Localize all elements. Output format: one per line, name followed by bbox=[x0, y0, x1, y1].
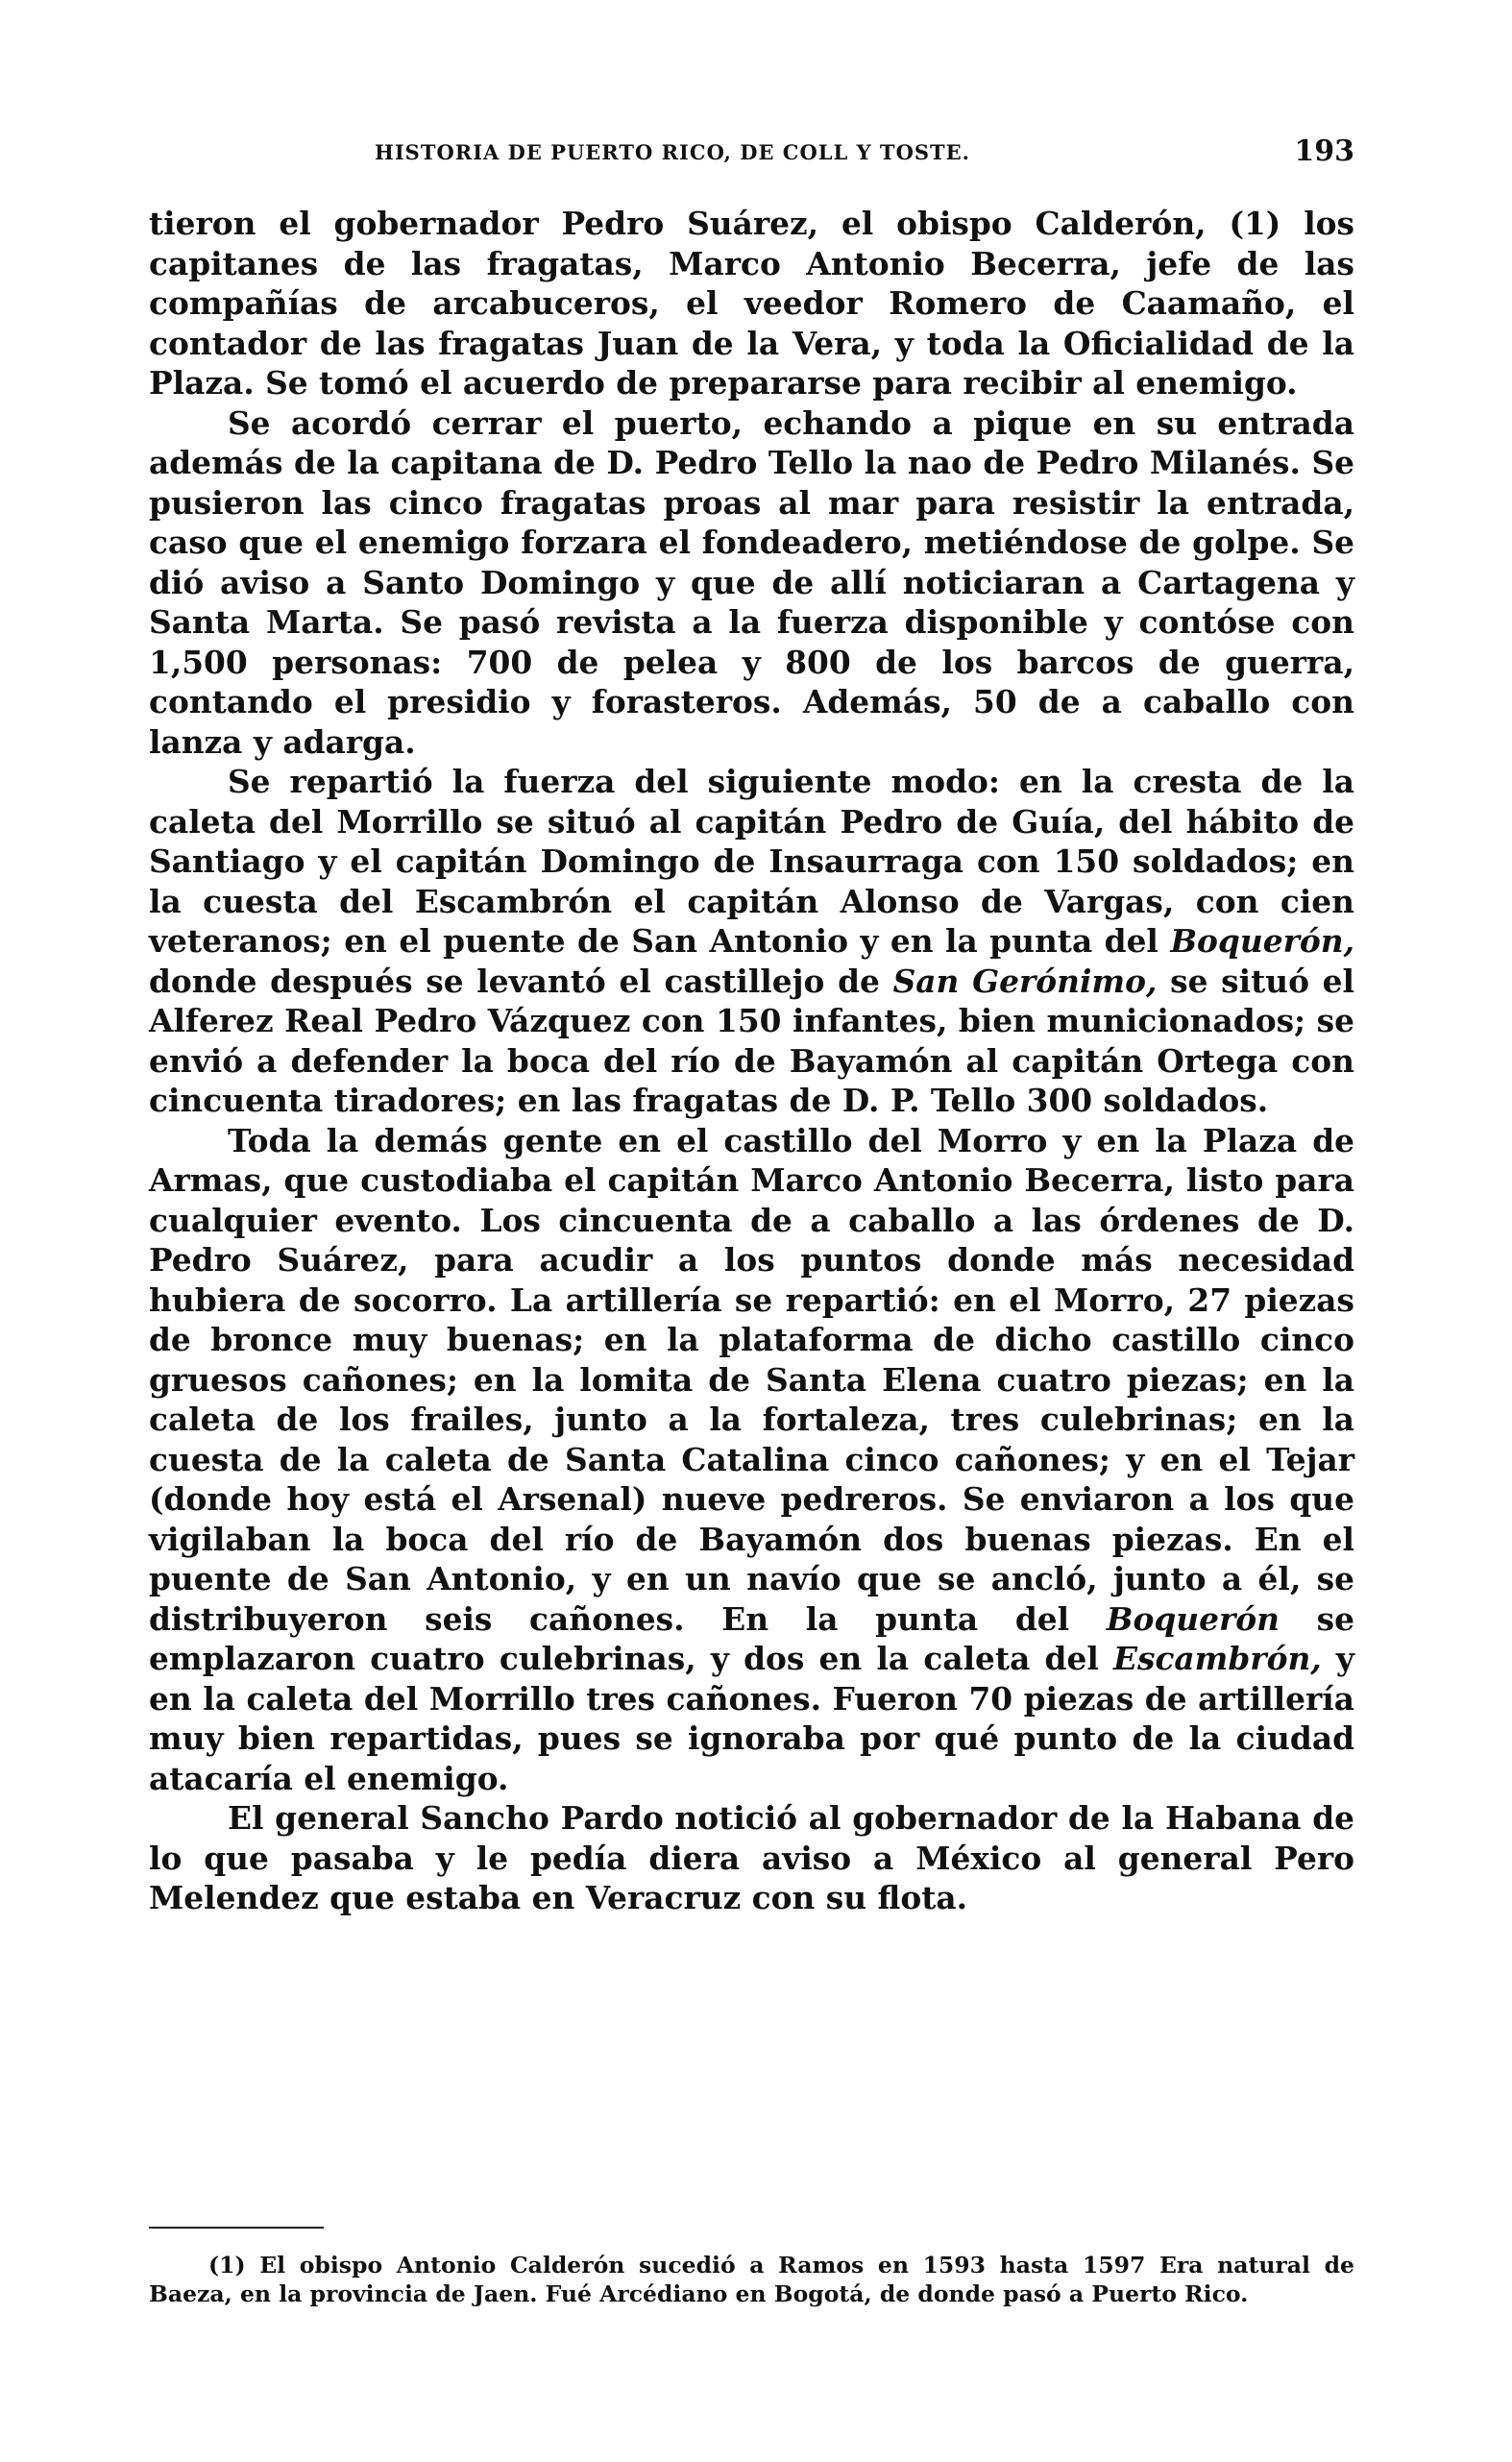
paragraph-text: y en la caleta del Morrillo tres cañones. Fueron 70 piezas de artillería muy bien repartidas, pues se ignoraba por qué punto de la ciudad atacaría el enemigo. bbox=[149, 1640, 1354, 1797]
body-paragraph bbox=[149, 1121, 1354, 1799]
italic-place-name: Boquerón, bbox=[1170, 922, 1354, 960]
page-number: 193 bbox=[1294, 134, 1354, 168]
paragraph-text: se emplazaron cuatro culebrinas, y dos en la caleta del bbox=[149, 1599, 1354, 1677]
italic-place-name: San Gerónimo, bbox=[892, 962, 1158, 1000]
running-head: HISTORIA DE PUERTO RICO, DE COLL Y TOSTE. bbox=[375, 140, 970, 164]
paragraph-text: Toda la demás gente en el castillo del Morro y en la Plaza de Armas, que custodiaba el capitán Marco Antonio Becerra, listo para cualquier evento. Los cincuenta de a caballo a las órdenes de D. Pedro Suárez, para acudir a los puntos donde más necesidad hubiera de socorro. La artillería se repartió: en el Morro, 27 piezas de bronce muy buenas; en la plataforma de dicho castillo cinco gruesos cañones; en la lomita de Santa Elena cuatro piezas; en la caleta de los frailes, junto a la fortaleza, tres culebrinas; en la cuesta de la caleta de Santa Catalina cinco cañones; y en el Tejar (donde hoy está el Arsenal) nueve pedreros. Se enviaron a los que vigilaban la boca del río de Bayamón dos buenas piezas. En el puente de San Antonio, y en un navío que se ancló, junto a él, se distribuyeron seis cañones. En la punta del bbox=[149, 1121, 1354, 1638]
body-paragraph bbox=[149, 403, 1354, 763]
paragraph-text: donde después se levantó el castillejo de bbox=[149, 962, 893, 1000]
paragraph-text: Se repartió la fuerza del siguiente modo: en la cresta de la caleta del Morrillo se situó al capitán Pedro de Guía, del hábito de Santiago y el capitán Domingo de Insaurraga con 150 soldados; en la cuesta del Escambrón el capitán Alonso de Vargas, con cien veteranos; en el puente de San Antonio y en la punta del bbox=[149, 763, 1354, 960]
italic-place-name: Escambrón, bbox=[1112, 1640, 1322, 1677]
paragraph-text: se situó el Alferez Real Pedro Vázquez con 150 infantes, bien municionados; se envió a defender la boca del río de Bayamón al capitán Ortega con cincuenta tiradores; en las fragatas de D. P. Tello 300 soldados. bbox=[149, 962, 1355, 1119]
paragraph-text: Se acordó cerrar el puerto, echando a pique en su entrada además de la capitana de D. Pedro Tello la nao de Pedro Milanés. Se pusieron las cinco fragatas proas al mar para resistir la entrada, caso que el enemigo forzara el fondeadero, metiéndose de golpe. Se dió aviso a Santo Domingo y que de allí noticiaran a Cartagena y Santa Marta. Se pasó revista a la fuerza disponible y contóse con 1,500 personas: 700 de pelea y 800 de los barcos de guerra, contando el presidio y forasteros. Además, 50 de a caballo con lanza y adarga. bbox=[149, 403, 1354, 761]
paragraph-text: tieron el gobernador Pedro Suárez, el obispo Calderón, (1) los capitanes de las fragatas, Marco Antonio Becerra, jefe de las compañías de arcabuceros, el veedor Romero de Caamaño, el contador de las fragatas Juan de la Vera, y toda la Oficialidad de la Plaza. Se tomó el acuerdo de prepararse para recibir al enemigo. bbox=[149, 205, 1354, 402]
page-header bbox=[149, 134, 1354, 173]
body-paragraph bbox=[149, 1798, 1354, 1918]
footnote-text: (1) El obispo Antonio Calderón sucedió a Ramos en 1593 hasta 1597 Era natural de Baeza, en la provincia de Jaen. Fué Arcédiano en Bogotá, de donde pasó a Puerto Rico. bbox=[149, 2252, 1354, 2307]
body-paragraph bbox=[149, 762, 1354, 1121]
paragraph-text: El general Sancho Pardo notició al gobernador de la Habana de lo que pasaba y le pedía diera aviso a México al general Pero Melendez que estaba en Veracruz con su flota. bbox=[149, 1799, 1354, 1916]
footnote-divider bbox=[149, 2227, 324, 2229]
body-paragraph bbox=[149, 204, 1354, 403]
italic-place-name: Boquerón bbox=[1106, 1599, 1280, 1638]
body-text bbox=[149, 204, 1354, 1918]
footnote bbox=[149, 2251, 1354, 2308]
